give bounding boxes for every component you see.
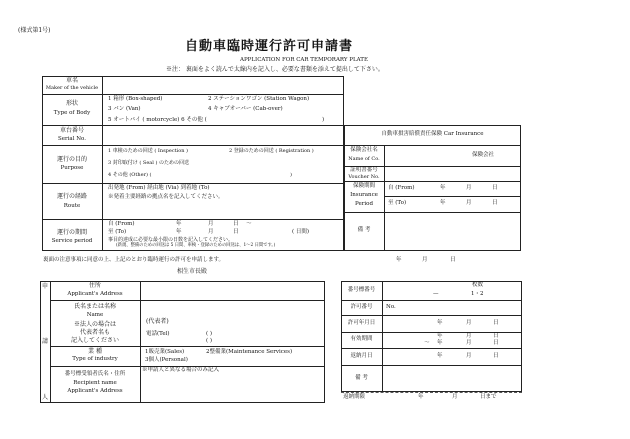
application-form-page: (様式第1号) 自動車臨時運行許可申請書 APPLICATION FOR CAR TEMPORARY PLATE ※注： 裏面をよく読んで太線内を記入し、必要な書類を添えて提出して下さい。 車名 Maker of the vehicle 形状 Type of Body 1 箱形 (Box-shaped) 2 ステーションワゴン (Station Wagon) 3 バン (Van) 4 キャブオーバー (Cab-over) 5 オートバイ ( motorcycle) 6 その他 ( ) 車台番号 Serial No. 運行の目的 Purpose 1 車検のための回送 ( Inspection ) 2 登録のための回送 ( Registration ) 3 封印取付け ( Seal ) のための回送 4 その他 (Other) ( ) 運行の経路 Route 出発地 (From) 経由地 (Via) 到着地 (To) ※発着主要経路の拠点名を記入してください。 運行の期間 Service period 自 (From) 年 月 日 〜 至 (To) 年 月 日 ( 日間) 事目的達成に必要な最小限の日数を記入してください。 (新規、整備のための回送は 5 日間、車検・登録のための回送は、1〜2 日間です。) 自動車損害賠償責任保険 Car Insurance 保険会社名 Name of Co. 保険会社 証明書番号 Voucher No. 保険期間 Insurance Period 自 (From) 年 月 日 至 (To) 年 月 日 備 考 裏面の注意事項に同意の上、上記のとおり臨時運行の許可を申請します。 年 月 日 相生市長殿 申 請 人 住所 Applicant's Address 氏名または名称 Name ※法人の場合は 代表者名も 記入してください (代表者) 電話(Tel) ( ) ( ) 業 種 Type of industry 1販売業(Sales) 2整備業(Maintenance Services) 3個人(Personal) 番号標受領者氏名・住所 Recipient name Applicant's Address ※申請人と異なる場合のみ記入 番号標番号 枚数 — 1・2 許可番号 No. 許可年月日 年 月 日 有効期間 年 月 日 〜 年 月 日 返納月日 年 月 日 備 考 返納期限 年 月 日まで <box>0 0 630 439</box>
industry-label: 業 種 <box>88 348 102 355</box>
applicant-address-label-en: Applicant's Address <box>67 291 123 297</box>
voucher-label: 証明書番号 <box>350 167 378 173</box>
body-type-option-3[interactable]: 3 バン (Van) <box>108 106 141 112</box>
body-type-option-5-6[interactable]: 5 オートバイ ( motorcycle) 6 その他 ( <box>108 117 207 123</box>
purpose-option-4[interactable]: 4 その他 (Other) ( <box>108 172 152 178</box>
return-deadline-suffix: 日まで <box>480 394 497 400</box>
applicant-side-label-mid: 請 <box>42 338 49 345</box>
permit-number-label: 許可番号 <box>350 304 373 310</box>
applicant-name-label: 氏名または名称 <box>73 303 116 310</box>
voucher-label-en: Voucher No. <box>348 174 380 180</box>
office-remarks-label: 備 考 <box>355 375 368 381</box>
applicant-address-label: 住所 <box>88 282 101 289</box>
tel-label: 電話(Tel) <box>146 331 170 337</box>
route-from-via-to: 出発地 (From) 経由地 (Via) 到着地 (To) <box>108 185 210 191</box>
industry-option-personal[interactable]: 3個人(Personal) <box>145 357 188 363</box>
body-type-label-en: Type of Body <box>53 110 91 116</box>
route-note: ※発着主要経路の拠点名を記入してください。 <box>108 194 224 200</box>
insurance-to-label: 至 (To) <box>388 200 407 206</box>
period-to-label: 至 (To) <box>108 229 127 235</box>
recipient-note: ※申請人と異なる場合のみ記入 <box>142 367 220 373</box>
sheets-value: 1・2 <box>471 291 484 297</box>
page-title: 自動車臨時運行許可申請書 <box>185 39 354 54</box>
applicant-name-label-en: Name <box>86 312 104 318</box>
purpose-label-en: Purpose <box>60 165 84 171</box>
applicant-name-field[interactable] <box>142 302 323 316</box>
route-label-en: Route <box>63 203 81 209</box>
insurance-remarks-label: 備 考 <box>357 227 371 233</box>
serial-label: 車台番号 <box>59 127 84 134</box>
permit-date-label: 許可年月日 <box>347 320 376 326</box>
period-note-1: 事目的達成に必要な最小限の日数を記入してください。 <box>108 237 234 243</box>
pledge-text: 裏面の注意事項に同意の上、上記のとおり臨時運行の許可を申請します。 <box>43 257 225 263</box>
body-type-option-1[interactable]: 1 箱形 (Box-shaped) <box>108 96 163 102</box>
insurance-remarks-field[interactable] <box>386 214 519 249</box>
period-days[interactable]: ( 日間) <box>292 229 310 235</box>
maker-label: 車名 <box>65 77 78 84</box>
maker-field[interactable] <box>104 78 342 93</box>
insurance-company-label: 保険会社名 <box>350 147 378 153</box>
period-note-2: (新規、整備のための回送は 5 日間、車検・登録のための回送は、1〜2 日間です。) <box>116 243 276 248</box>
applicant-address-field[interactable] <box>142 283 323 298</box>
route-field[interactable] <box>104 204 342 217</box>
insurance-company-suffix: 保険会社 <box>472 152 495 158</box>
industry-label-en: Type of industry <box>72 356 118 362</box>
purpose-option-2[interactable]: 2 登録のための回送 ( Registration ) <box>229 148 314 154</box>
insurance-company-label-en: Name of Co. <box>348 156 380 162</box>
serial-label-en: Serial No. <box>58 136 86 142</box>
industry-option-sales[interactable]: 1販売業(Sales) <box>145 349 185 355</box>
insurance-header: 自動車損害賠償責任保険 Car Insurance <box>381 131 484 137</box>
recipient-field[interactable] <box>142 376 323 401</box>
plate-number-label: 番号標番号 <box>347 287 376 293</box>
route-label: 運行の経路 <box>56 193 87 200</box>
applicant-side-label-bot: 人 <box>42 394 49 401</box>
period-tilde: 〜 <box>246 221 252 227</box>
permit-number-prefix: No. <box>386 304 396 310</box>
purpose-option-3[interactable]: 3 封印取付け ( Seal ) のための回送 <box>108 160 189 166</box>
recipient-label: 番号標受領者氏名・住所 <box>64 371 126 377</box>
return-date-label: 返納月日 <box>350 353 373 359</box>
industry-option-maintenance[interactable]: 2整備業(Maintenance Services) <box>206 349 293 355</box>
page-subtitle: APPLICATION FOR CAR TEMPORARY PLATE <box>240 57 368 63</box>
recipient-label-en-1: Recipient name <box>73 380 117 386</box>
period-label: 運行の期間 <box>56 229 87 236</box>
recipient-label-en-2: Applicant's Address <box>67 388 123 394</box>
valid-period-label: 有効期間 <box>350 336 373 342</box>
period-from-label: 自 (From) <box>108 221 135 227</box>
return-deadline-label: 返納期限 <box>343 394 366 400</box>
period-label-en: Service period <box>51 238 93 244</box>
applicant-side-label-top: 申 <box>42 283 49 290</box>
sheets-dash: — <box>433 291 439 297</box>
body-type-option-2[interactable]: 2 ステーションワゴン (Station Wagon) <box>208 96 310 102</box>
body-type-other-close: ) <box>322 117 325 123</box>
body-type-label: 形状 <box>65 100 78 107</box>
representative-label: (代表者) <box>146 318 169 325</box>
insurance-company-field[interactable] <box>386 147 470 164</box>
voucher-field[interactable] <box>386 167 519 180</box>
purpose-label: 運行の目的 <box>56 156 87 163</box>
sheets-label: 枚数 <box>472 282 484 288</box>
insurance-from-label: 自 (From) <box>388 185 415 191</box>
body-type-option-4[interactable]: 4 キャブオーバー (Cab-over) <box>208 106 283 112</box>
tel-field-2[interactable]: ( ) <box>206 338 213 344</box>
tel-field-1[interactable]: ( ) <box>206 331 213 337</box>
notice-text: ※注： 裏面をよく読んで太線内を記入し、必要な書類を添えて提出して下さい。 <box>166 66 384 73</box>
serial-field[interactable] <box>104 127 342 143</box>
insurance-period-label: 保険期間 <box>352 183 375 189</box>
purpose-other-close: ) <box>290 172 292 178</box>
maker-label-en: Maker of the vehicle <box>45 85 99 91</box>
purpose-option-1[interactable]: 1 車検のための回送 ( Inspection ) <box>108 148 189 154</box>
form-number: (様式第1号) <box>18 27 51 34</box>
addressee: 相生市長殿 <box>177 268 208 275</box>
